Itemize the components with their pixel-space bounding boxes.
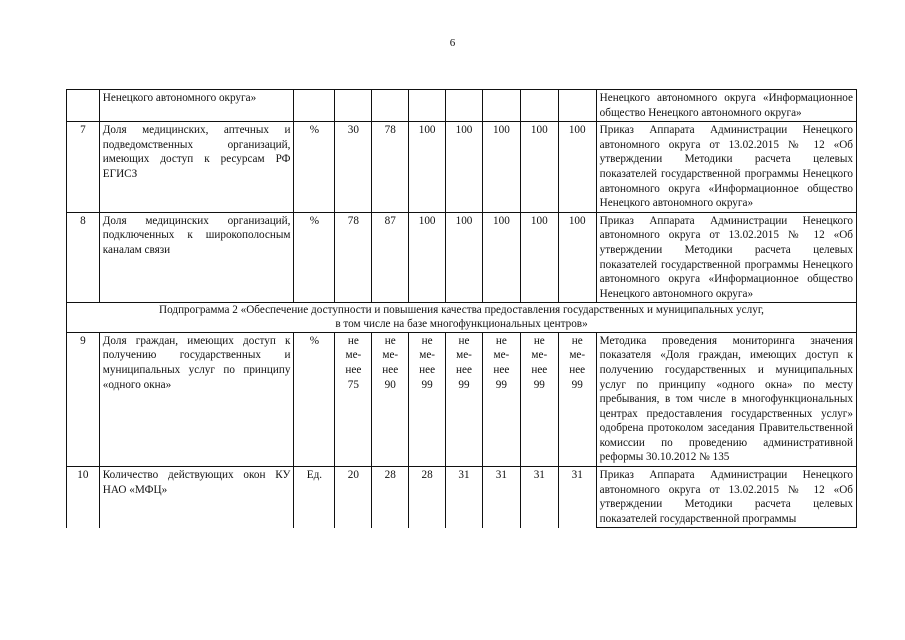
source-document: Приказ Аппарата Администрации Ненецкого автономного округа от 13.02.2015 № 12 «Об утверждении Методики расчета целевых показателей государственной программы Ненецкого автономного округа «Информационное общество Ненецкого автономного округа» [596,122,856,213]
value-cell: 87 [372,212,409,303]
value-cell: 20 [335,467,372,528]
subprogram-title [67,303,857,332]
value-cell [446,90,483,122]
value-cell: не ме- нее 99 [409,332,446,466]
source-document: Приказ Аппарата Администрации Ненецкого автономного округа от 13.02.2015 № 12 «Об утверждении Методики расчета целевых показателей государственной программы [596,467,856,528]
value-cell [558,90,596,122]
value-cell: 100 [520,212,558,303]
value-cell: не ме- нее 99 [520,332,558,466]
table-row [67,212,857,303]
unit: % [294,332,335,466]
unit [294,90,335,122]
value-cell [520,90,558,122]
indicator-name: Количество действующих окон КУ НАО «МФЦ» [99,467,294,528]
value-cell: не ме- нее 99 [558,332,596,466]
indicator-name: Доля медицинских организаций, подключенных к широкополосным каналам связи [99,212,294,303]
value-cell: 100 [409,212,446,303]
page-number: 6 [449,37,456,49]
row-number: 7 [67,122,100,213]
table-row [67,122,857,213]
value-cell: не ме- нее 90 [372,332,409,466]
value-cell: 31 [446,467,483,528]
table-row [67,467,857,528]
value-cell [335,90,372,122]
value-cell: 31 [520,467,558,528]
value-cell: 100 [446,122,483,213]
subprogram-title-line1: Подпрограмма 2 «Обеспечение доступности и повышения качества предоставления государственных и муниципальных услуг, [159,304,764,317]
table-row [67,332,857,466]
source-document: Приказ Аппарата Администрации Ненецкого автономного округа от 13.02.2015 № 12 «Об утверждении Методики расчета целевых показателей государственной программы Ненецкого автономного округа «Информационное общество Ненецкого автономного округа» [596,212,856,303]
value-cell: 100 [482,212,520,303]
subprogram-header-row [67,303,857,332]
unit: Ед. [294,467,335,528]
value-cell: не ме- нее 99 [482,332,520,466]
row-number: 8 [67,212,100,303]
value-cell: 100 [482,122,520,213]
row-number: 9 [67,332,100,466]
value-cell: 28 [372,467,409,528]
source-document: Методика проведения мониторинга значения показателя «Доля граждан, имеющих доступ к получению государственных и муниципальных услуг по принципу «одного окна» по месту пребывания, в том числе в многофункциональных центрах предоставления государственных услуг» одобрена протоколом заседания Правительственной комиссии по проведению административной реформы 30.10.2012 № 135 [596,332,856,466]
value-cell: 78 [372,122,409,213]
value-cell: 100 [446,212,483,303]
value-cell: 28 [409,467,446,528]
subprogram-title-line2: в том числе на базе многофункциональных центров» [335,317,588,330]
value-cell: 78 [335,212,372,303]
value-cell: не ме- нее 99 [446,332,483,466]
value-cell: 100 [409,122,446,213]
value-cell: 100 [558,122,596,213]
value-cell: 30 [335,122,372,213]
row-number [67,90,100,122]
indicator-name: Ненецкого автономного округа» [99,90,294,122]
indicator-name: Доля граждан, имеющих доступ к получению государственных и муниципальных услуг по принципу «одного окна» [99,332,294,466]
value-cell: 100 [558,212,596,303]
value-cell: не ме- нее 75 [335,332,372,466]
unit: % [294,122,335,213]
indicators-table [66,89,857,528]
value-cell: 100 [520,122,558,213]
value-cell: 31 [558,467,596,528]
indicator-name: Доля медицинских, аптечных и подведомственных организаций, имеющих доступ к ресурсам РФ ЕГИСЗ [99,122,294,213]
value-cell: 31 [482,467,520,528]
row-number: 10 [67,467,100,528]
value-cell [409,90,446,122]
source-document: Ненецкого автономного округа «Информационное общество Ненецкого автономного округа» [596,90,856,122]
unit: % [294,212,335,303]
value-cell [482,90,520,122]
table-row [67,90,857,122]
value-cell [372,90,409,122]
